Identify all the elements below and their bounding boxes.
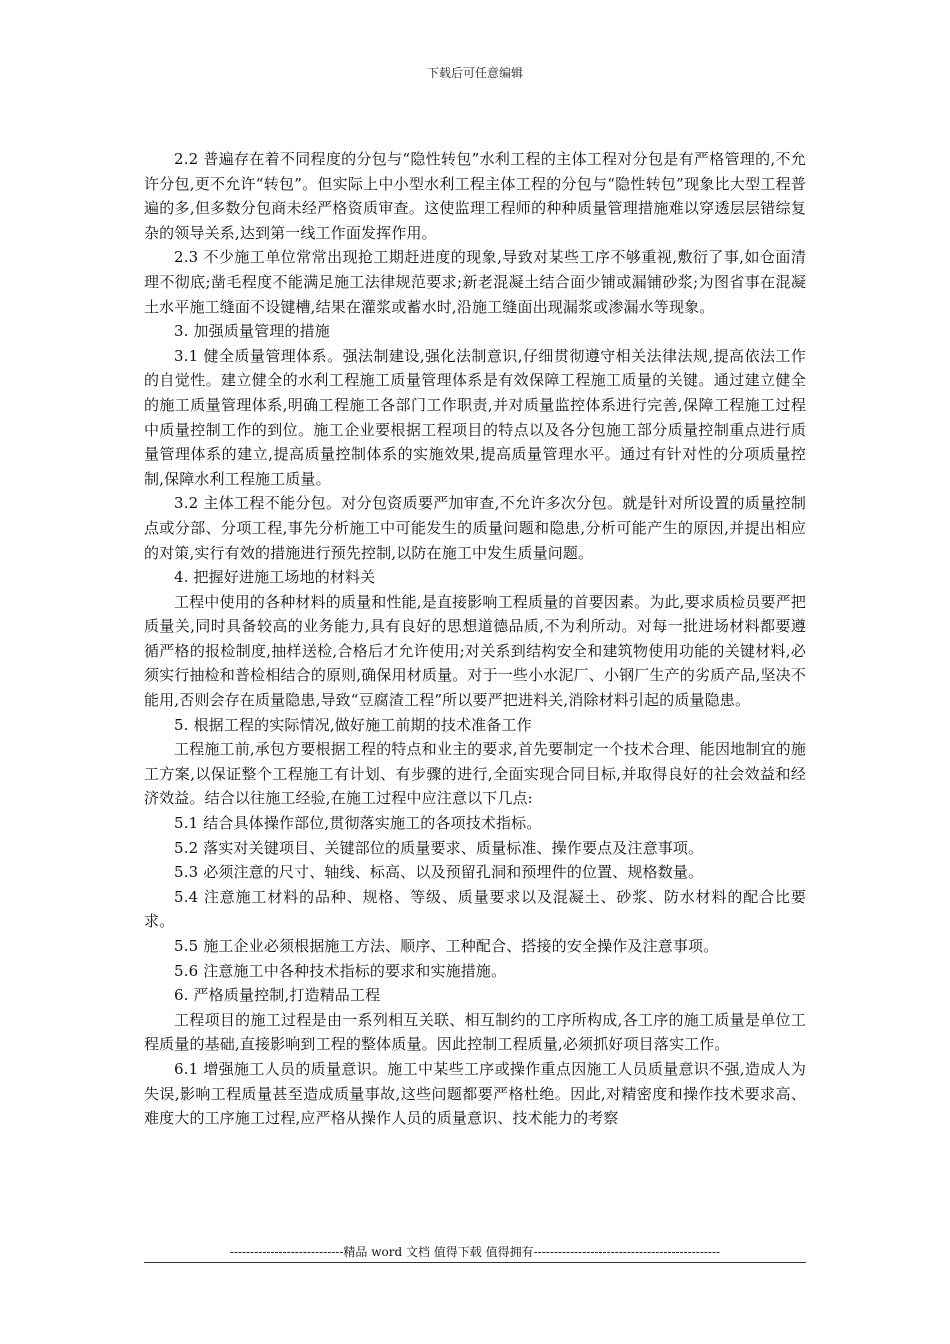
paragraph-3-2: 3.2 主体工程不能分包。对分包资质要严加审查,不允许多次分包。就是针对所设置的质量控制点或分部、分项工程,事先分析施工中可能发生的质量问题和隐患,分析可能产生的原因,并提出相应的对策,实行有效的措施进行预先控制,以防在施工中发生质量问题。 [144,494,806,562]
paragraph-5-2: 5.2 落实对关键项目、关键部位的质量要求、质量标准、操作要点及注意事项。 [174,838,704,857]
document-body [144,147,806,1131]
paragraph-6-1: 6.1 增强施工人员的质量意识。施工中某些工序或操作重点因施工人员质量意识不强,造成人为失误,影响工程质量甚至造成质量事故,这些问题都要严格杜绝。因此,对精密度和操作技术要求高、难度大的工序施工过程,应严格从操作人员的质量意识、技术能力的考察 [144,1059,806,1128]
paragraph-4-body: 工程中使用的各种材料的质量和性能,是直接影响工程质量的首要因素。为此,要求质检员要严把质量关,同时具备较高的业务能力,具有良好的思想道德品质,不为利所动。对每一批进场材料都要遵循严格的报检制度,抽样送检,合格后才允许使用;对关系到结构安全和建筑物使用功能的关键材料,必须实行抽检和普检相结合的原则,确保用材质量。对于一些小水泥厂、小钢厂生产的劣质产品,坚决不能用,否则会存在质量隐患,导致“豆腐渣工程”所以要严把进料关,消除材料引起的质量隐患。 [144,592,806,710]
paragraph-5-body: 工程施工前,承包方要根据工程的特点和业主的要求,首先要制定一个技术合理、能因地制宜的施工方案,以保证整个工程施工有计划、有步骤的进行,全面实现合同目标,并取得良好的社会效益和经济效益。结合以往施工经验,在施工过程中应注意以下几点: [144,740,806,808]
paragraph-5-4: 5.4 注意施工材料的品种、规格、等级、质量要求以及混凝土、砂浆、防水材料的配合比要求。 [144,887,806,931]
paragraph-6-body: 工程项目的施工过程是由一系列相互关联、相互制约的工序所构成,各工序的施工质量是单位工程质量的基础,直接影响到工程的整体质量。因此控制工程质量,必须抓好项目落实工作。 [144,1010,806,1054]
paragraph-5-1: 5.1 结合具体操作部位,贯彻落实施工的各项技术指标。 [174,814,542,833]
heading-4: 4. 把握好进施工场地的材料关 [174,568,376,587]
paragraph-2-3: 2.3 不少施工单位常常出现抢工期赶进度的现象,导致对某些工序不够重视,敷衍了事,如仓面清理不彻底;凿毛程度不能满足施工法律规范要求;新老混凝土结合面少铺或漏铺砂浆;为图省事在混凝土水平施工缝面不设键槽,结果在灌浆或蓄水时,沿施工缝面出现漏浆或渗漏水等现象。 [144,248,806,316]
page-footer: ----------------------------精品 word 文档 值得下载 值得拥有---------------------------------------------- [229,1245,721,1259]
heading-3: 3. 加强质量管理的措施 [174,322,330,341]
paragraph-3-1: 3.1 健全质量管理体系。强法制建设,强化法制意识,仔细贯彻遵守相关法律法规,提高依法工作的自觉性。建立健全的水利工程施工质量管理体系是有效保障工程施工质量的关键。通过建立健全的施工质量管理体系,明确工程施工各部门工作职责,并对质量监控体系进行完善,保障工程施工过程中质量控制工作的到位。施工企业要根据工程项目的特点以及各分包施工部分质量控制重点进行质量管理体系的建立,提高质量控制体系的实施效果,提高质量管理水平。通过有针对性的分项质量控制,保障水利工程施工质量。 [144,346,806,488]
heading-5: 5. 根据工程的实际情况,做好施工前期的技术准备工作 [174,715,532,734]
paragraph-2-2: 2.2 普遍存在着不同程度的分包与“隐性转包”水利工程的主体工程对分包是有严格管理的,不允许分包,更不允许“转包”。但实际上中小型水利工程主体工程的分包与“隐性转包”现象比大型工程普遍的多,但多数分包商未经严格资质审查。这使监理工程师的种种质量管理措施难以穿透层层错综复杂的领导关系,达到第一线工作面发挥作用。 [144,150,806,242]
page-header: 下载后可任意编辑 [426,66,523,80]
paragraph-5-5: 5.5 施工企业必须根据施工方法、顺序、工种配合、搭接的安全操作及注意事项。 [174,937,719,955]
paragraph-5-6: 5.6 注意施工中各种技术指标的要求和实施措施。 [174,961,507,980]
heading-6: 6. 严格质量控制,打造精品工程 [174,986,381,1005]
paragraph-5-3: 5.3 必须注意的尺寸、轴线、标高、以及预留孔洞和预埋件的位置、规格数量。 [174,863,704,882]
footer-divider [144,1262,806,1263]
